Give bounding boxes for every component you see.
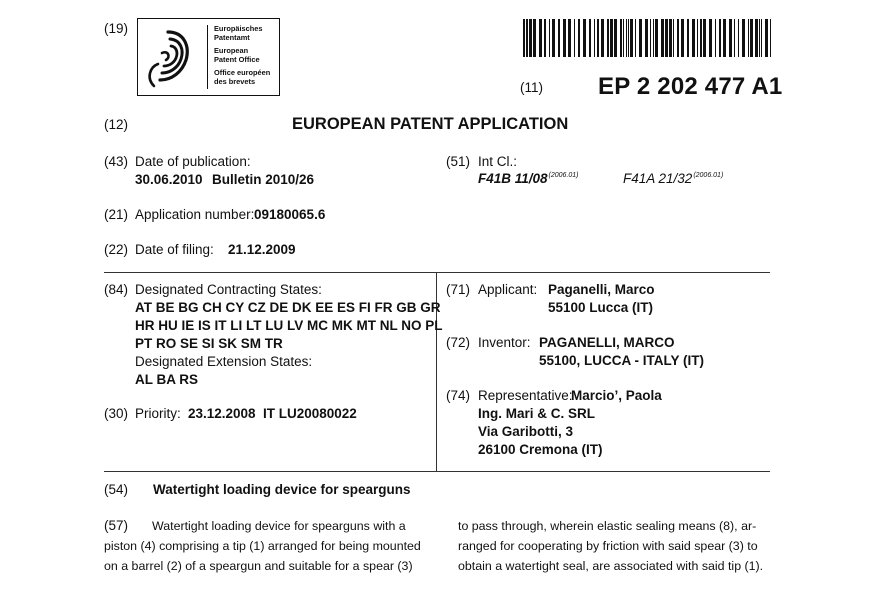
inid-code-74: (74) <box>446 388 471 403</box>
applicant-label: Applicant: <box>478 282 538 297</box>
barcode-bar <box>770 19 771 57</box>
abstract-line: Watertight loading device for spearguns with a <box>152 519 406 533</box>
logo-text-de-1: Europäisches <box>214 24 263 33</box>
barcode <box>523 19 773 57</box>
invention-title: Watertight loading device for spearguns <box>153 482 411 497</box>
int-cl-class-2-version: (2006.01) <box>693 172 724 179</box>
barcode-bar <box>734 19 735 57</box>
rule-bottom <box>104 471 770 472</box>
int-cl-class-1-code: F41B 11/08 <box>478 171 548 186</box>
inid-code-22: (22) <box>104 242 129 257</box>
barcode-bar <box>759 19 760 57</box>
designated-states-label: Designated Contracting States: <box>135 282 322 297</box>
inid-code-30: (30) <box>104 406 129 421</box>
priority-ref: IT LU20080022 <box>263 406 357 421</box>
barcode-bar <box>761 19 762 57</box>
int-cl-label: Int Cl.: <box>478 154 518 169</box>
barcode-bar <box>610 19 613 57</box>
logo-text-de-2: Patentamt <box>214 32 250 42</box>
designated-states-line: AT BE BG CH CY CZ DE DK EE ES FI FR GB GR <box>135 300 441 315</box>
barcode-bar <box>729 19 732 57</box>
barcode-bar <box>673 19 674 57</box>
barcode-bar <box>669 19 672 57</box>
barcode-bar <box>715 19 716 57</box>
barcode-bar <box>703 19 706 57</box>
barcode-bar <box>723 19 726 57</box>
barcode-bar <box>626 19 627 57</box>
barcode-bar <box>563 19 566 57</box>
int-cl-class-2 <box>623 171 723 186</box>
app-number-label: Application number: <box>135 207 255 222</box>
barcode-bar <box>665 19 668 57</box>
extension-states-value: AL BA RS <box>135 372 199 387</box>
barcode-bar <box>681 19 684 57</box>
inid-code-43: (43) <box>104 154 129 169</box>
inventor-name: PAGANELLI, MARCO <box>539 335 675 350</box>
barcode-bar <box>539 19 542 57</box>
barcode-bar <box>650 19 651 57</box>
abstract-line: on a barrel (2) of a speargun and suitable for a spear (3) <box>104 559 413 573</box>
barcode-bar <box>533 19 536 57</box>
barcode-bar <box>552 19 555 57</box>
barcode-bar <box>709 19 712 57</box>
filing-date-label: Date of filing: <box>135 242 214 257</box>
representative-line: Via Garibotti, 3 <box>478 424 574 439</box>
barcode-bar <box>578 19 580 57</box>
document-type: EUROPEAN PATENT APPLICATION <box>292 115 569 133</box>
abstract-line: ranged for cooperating by friction with said spear (3) to <box>458 539 758 553</box>
abstract-right-column <box>458 516 763 576</box>
logo-divider <box>207 25 208 89</box>
priority-label: Priority: <box>135 406 181 421</box>
logo-text-fr-2: des brevets <box>214 76 256 86</box>
barcode-bar <box>574 19 575 57</box>
inid-code-84: (84) <box>104 282 129 297</box>
barcode-bar <box>607 19 609 57</box>
abstract-left-column <box>104 516 421 576</box>
int-cl-class-2-code: F41A 21/32 <box>623 171 693 186</box>
barcode-bar <box>661 19 664 57</box>
barcode-bar <box>526 19 528 57</box>
designated-states-line: PT RO SE SI SK SM TR <box>135 336 283 351</box>
barcode-bar <box>589 19 591 57</box>
barcode-bar <box>544 19 546 57</box>
representative-line: 26100 Cremona (IT) <box>478 442 603 457</box>
barcode-bar <box>692 19 695 57</box>
int-cl-class-1 <box>478 171 579 186</box>
barcode-bar <box>639 19 642 57</box>
barcode-bar <box>558 19 560 57</box>
inid-code-57: (57) <box>104 518 129 533</box>
epo-logo-icon <box>140 20 206 94</box>
barcode-bar <box>738 19 739 57</box>
barcode-bar <box>750 19 753 57</box>
inid-code-12: (12) <box>104 117 129 132</box>
barcode-bar <box>623 19 624 57</box>
abstract-line: piston (4) comprising a tip (1) arranged for being mounted <box>104 539 421 553</box>
epo-logo <box>137 18 280 96</box>
inid-code-21: (21) <box>104 207 129 222</box>
inventor-address: 55100, LUCCA - ITALY (IT) <box>539 353 705 368</box>
extension-states-label: Designated Extension States: <box>135 354 313 369</box>
barcode-bar <box>687 19 689 57</box>
barcode-bar <box>748 19 749 57</box>
barcode-bar <box>583 19 586 57</box>
inid-code-51: (51) <box>446 154 471 169</box>
applicant-name: Paganelli, Marco <box>548 282 655 297</box>
barcode-bar <box>755 19 758 57</box>
representative-label: Representative: <box>478 388 573 403</box>
priority-date: 23.12.2008 <box>188 406 256 421</box>
abstract-line: obtain a watertight seal, are associated with said tip (1). <box>458 559 764 573</box>
logo-text-en-1: European <box>214 46 249 55</box>
barcode-bar <box>594 19 595 57</box>
barcode-bar <box>614 19 617 57</box>
representative-name: Marcio’, Paola <box>571 388 662 403</box>
barcode-bar <box>655 19 658 57</box>
designated-states-line: HR HU IE IS IT LI LT LU LV MC MK MT NL NO PL <box>135 318 443 333</box>
barcode-bar <box>635 19 636 57</box>
inid-code-19: (19) <box>104 21 129 36</box>
barcode-bar <box>601 19 604 57</box>
representative-line: Ing. Mari & C. SRL <box>478 406 596 421</box>
inid-code-71: (71) <box>446 282 471 297</box>
pub-date-label: Date of publication: <box>135 154 251 169</box>
abstract-line: to pass through, wherein elastic sealing means (8), ar- <box>458 519 757 533</box>
barcode-bar <box>549 19 550 57</box>
barcode-bar <box>700 19 702 57</box>
inid-code-72: (72) <box>446 335 471 350</box>
barcode-bar <box>645 19 648 57</box>
pub-bulletin: Bulletin 2010/26 <box>212 172 315 187</box>
barcode-bar <box>653 19 654 57</box>
barcode-bar <box>765 19 768 57</box>
app-number-value: 09180065.6 <box>254 207 326 222</box>
logo-text-fr-1: Office européen <box>214 68 271 77</box>
inid-code-11: (11) <box>520 80 544 95</box>
barcode-bar <box>628 19 629 57</box>
barcode-bar <box>630 19 633 57</box>
barcode-bar <box>697 19 698 57</box>
barcode-bar <box>719 19 721 57</box>
publication-number: EP 2 202 477 A1 <box>598 73 783 100</box>
barcode-bar <box>742 19 745 57</box>
inventor-label: Inventor: <box>478 335 531 350</box>
logo-text-en-2: Patent Office <box>214 54 260 64</box>
barcode-bar <box>677 19 679 57</box>
pub-date-value: 30.06.2010 <box>135 172 203 187</box>
applicant-address: 55100 Lucca (IT) <box>548 300 654 315</box>
barcode-bar <box>529 19 532 57</box>
filing-date-value: 21.12.2009 <box>228 242 296 257</box>
barcode-bar <box>568 19 571 57</box>
barcode-bar <box>597 19 599 57</box>
barcode-bar <box>620 19 622 57</box>
barcode-bar <box>523 19 525 57</box>
int-cl-class-1-version: (2006.01) <box>548 172 579 179</box>
inid-code-54: (54) <box>104 482 129 497</box>
